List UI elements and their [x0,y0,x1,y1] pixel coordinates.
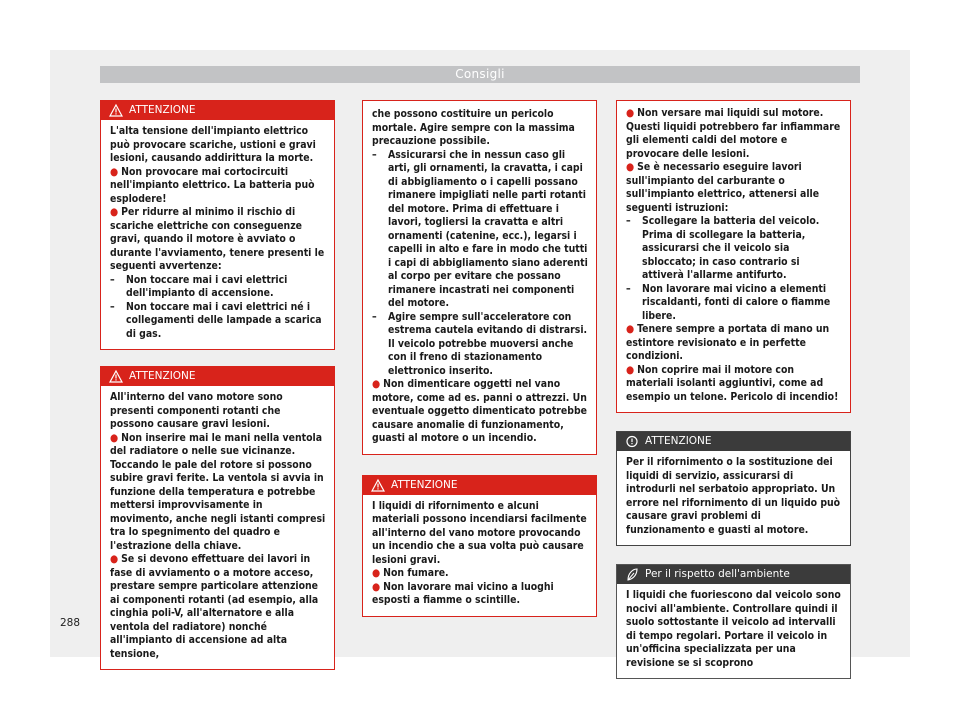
warning-intro: che possono costituire un pericolo mortale. Agire sempre con la massima precauzione possibile. [372,108,575,147]
bullet-item: ● Non dimenticare oggetti nel vano motore, come ad es. panni o attrezzi. Un eventuale oggetto dimenticato potrebbe causare anomalie di funzionamento, guasti al motore o un incendio. [372,378,587,444]
environment-box-header [617,565,850,584]
caution-heading: ATTENZIONE [645,435,712,447]
caution-intro: Per il rifornimento o la sostituzione dei liquidi di servizio, assicurarsi di introdurli nel serbatoio appropriato. Un errore nel rifornimento di un liquido può causare gravi problemi di funzionamento e guasti al motore. [626,456,841,536]
caution-box-fluids [616,431,851,546]
warning-heading: ATTENZIONE [129,104,196,116]
warning-box-header [101,367,334,386]
warning-box-continued [362,100,597,455]
caution-body [617,451,850,545]
warning-heading: ATTENZIONE [391,478,458,491]
bullet-item: ● Non lavorare mai vicino a luoghi esposti a fiamme o scintille. [372,580,554,606]
warning-box-continued [616,100,851,413]
warning-box-header [363,476,596,495]
dash-item: – Non toccare mai i cavi elettrici né i collegamenti delle lampade a scarica di gas. [110,300,322,340]
bullet-item: ● Se è necessario eseguire lavori sull'impianto del carburante o sull'impianto elettrico, attenersi alle seguenti istruzioni: [626,161,820,214]
warning-box-header [101,101,334,120]
warning-heading: ATTENZIONE [129,370,196,382]
warning-box-high-voltage [100,100,335,350]
bullet-item: ● Non versare mai liquidi sul motore. Questi liquidi potrebbero far infiammare gli elementi caldi del motore e provocare delle lesioni. [626,107,841,160]
column-3 [616,100,851,695]
warning-body [363,495,596,616]
warning-triangle-icon [371,476,385,495]
environment-box [616,564,851,679]
warning-box-fire [362,475,597,617]
dash-item: – Non toccare mai i cavi elettrici dell'impianto di accensione. [110,273,288,299]
warning-triangle-icon [109,101,123,120]
warning-box-rotating-parts [100,366,335,670]
bullet-item: ● Non coprire mai il motore con materiali isolanti aggiuntivi, come ad esempio un telone. Pericolo di incendio! [626,363,839,403]
warning-body [363,101,596,454]
environment-intro: I liquidi che fuoriescono dal veicolo sono nocivi all'ambiente. Controllare quindi il suolo sottostante il veicolo ad intervalli di tempo regolari. Portare il veicolo in un'officina specializzata per una revisione se si scoprono [626,589,841,669]
warning-intro: I liquidi di rifornimento e alcuni materiali possono incendiarsi facilmente all'interno del vano motore provocando un incendio che a sua volta può causare lesioni gravi. [372,499,587,566]
column-1 [100,100,335,686]
bullet-item: ● Per ridurre al minimo il rischio di scariche elettriche con conseguenze gravi, quando il motore è avviato o durante l'avviamento, tenere presenti le seguenti avvertenze: [110,206,325,272]
warning-triangle-icon [109,367,123,386]
dash-item: – Agire sempre sull'acceleratore con estrema cautela evitando di distrarsi. Il veicolo potrebbe muoversi anche con il freno di stazionamento elettronico inserito. [372,310,588,377]
column-2 [362,100,597,633]
dash-item: – Non lavorare mai vicino a elementi riscaldanti, fonti di calore o fiamme libere. [626,282,831,322]
bullet-item: ● Tenere sempre a portata di mano un estintore revisionato e in perfette condizioni. [626,323,830,362]
page-header: Consigli [100,66,860,83]
warning-body [101,120,334,349]
environment-body [617,584,850,678]
warning-body [101,386,334,669]
dash-item: – Scollegare la batteria del veicolo. Prima di scollegare la batteria, assicurarsi che il veicolo sia sbloccato; in caso contrario si attiverà l'allarme antifurto. [626,215,820,281]
warning-intro: All'interno del vano motore sono presenti componenti rotanti che possono causare gravi lesioni. [110,391,283,430]
dash-item: – Assicurarsi che in nessun caso gli arti, gli ornamenti, la cravatta, i capi di abbigliamento o i capelli possano rimanere impigliati nelle parti rotanti del motore. Prima di effettuare i lavori, togliersi la cravatta e altri ornamenti (catenine, ecc.), legarsi i capelli in alto e fare in modo che tutti i capi di abbigliamento siano aderenti al corpo per evitare che possano rimanere incastrati nei componenti del motore. [372,148,588,309]
environment-heading: Per il rispetto dell'ambiente [645,568,790,580]
bullet-item: ● Non inserire mai le mani nella ventola del radiatore o nelle sue vicinanze. Toccando le pale del rotore si possono subire gravi ferite. La ventola si avvia in funzione della temperatura e potrebbe mettersi improvvisamente in movimento, anche negli istanti compresi tra lo spegnimento del quadro e l'estrazione della chiave. [110,431,326,552]
caution-circle-icon [625,432,639,451]
warning-body [617,101,850,412]
leaf-icon [625,565,639,584]
bullet-item: ● Non provocare mai cortocircuiti nell'impianto elettrico. La batteria può esplodere! [110,165,315,205]
warning-intro: L'alta tensione dell'impianto elettrico può provocare scariche, ustioni e gravi lesioni, causando addirittura la morte. [110,125,316,164]
bullet-item: ● Se si devono effettuare dei lavori in fase di avviamento o a motore acceso, prestare sempre particolare attenzione ai componenti rotanti (ad esempio, alla cinghia poli-V, all'alternatore e alla ventola del radiatore) nonché all'impianto di accensione ad alta tensione, [110,553,319,660]
bullet-item: ● Non fumare. [372,567,449,579]
caution-box-header [617,432,850,451]
page-number: 288 [60,617,81,629]
